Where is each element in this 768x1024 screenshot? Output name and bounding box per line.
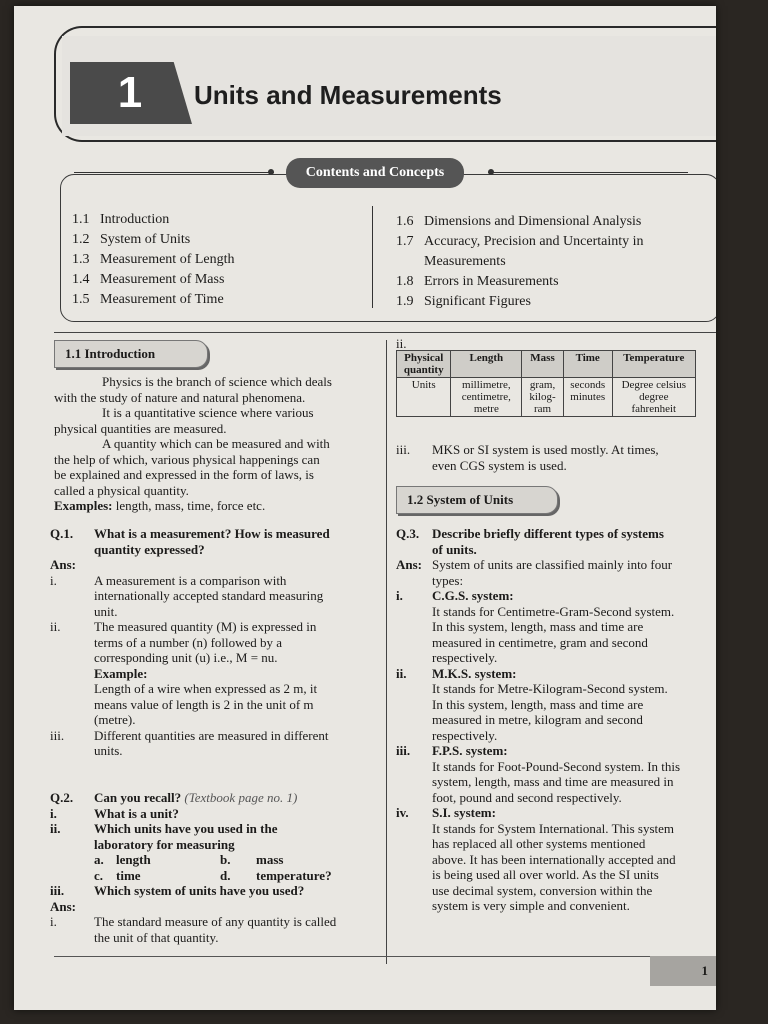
textbook-page [14, 6, 716, 1010]
question-2: Q.2. Can you recall? (Textbook page no. 1) i. What is a unit? ii. Which units have you used in the laboratory for measuring a. length b. mass c. time d. temperature? iii. Which system of units have you used? Ans: i. The standard measure of any quantity is called the unit of that quantity. [50, 790, 337, 945]
footer-rule [54, 956, 654, 957]
section-tab-system-of-units: 1.2 System of Units [396, 486, 558, 514]
contents-rule-left [74, 172, 274, 173]
toc-item: 1.2 System of Units [72, 232, 191, 247]
toc-item: 1.5 Measurement of Time [72, 292, 224, 307]
contents-dot-right [488, 169, 494, 175]
table-header: Temperature [612, 351, 695, 378]
column-divider [386, 340, 387, 964]
table-cell: seconds minutes [563, 378, 612, 417]
contents-dot-left [268, 169, 274, 175]
chapter-number: 1 [117, 68, 143, 117]
table-item-number: ii. [396, 336, 407, 351]
section-rule [54, 332, 716, 333]
toc-item: 1.8 Errors in Measurements [396, 274, 559, 289]
toc-divider [372, 206, 373, 308]
toc-left-column [72, 210, 372, 310]
table-header: Time [563, 351, 612, 378]
table-header: Length [451, 351, 522, 378]
chapter-title: Units and Measurements [194, 80, 502, 110]
toc-item-continued: Measurements [424, 254, 506, 269]
section-tab-introduction: 1.1 Introduction [54, 340, 208, 368]
examples-line: Examples: length, mass, time, force etc. [54, 498, 266, 513]
table-row [397, 378, 696, 417]
table-header-row [397, 351, 696, 378]
table-header: Mass [522, 351, 564, 378]
toc-item: 1.4 Measurement of Mass [72, 272, 225, 287]
table-cell: millimetre, centimetre, metre [451, 378, 522, 417]
toc-item: 1.9 Significant Figures [396, 294, 531, 309]
page-number: 1 [650, 956, 716, 986]
toc-item: 1.6 Dimensions and Dimensional Analysis [396, 214, 642, 229]
contents-rule-right [488, 172, 688, 173]
table-cell: Units [397, 378, 451, 417]
question-3: Q.3. Describe briefly different types of systems of units. Ans: System of units are classified mainly into four types: i. C.G.S. system: It stands for Centimetre-Gram-Second system. In this system, length, mass and time are measured in centimetre, gram and second respectively. ii. M.K.S. system: It stands for Metre-Kilogram-Second system. In this system, length, mass and time are measured in metre, kilogram and second respectively. iii. F.P.S. system: It stands for Foot-Pound-Second system. In this system, length, mass and time are measured in foot, pound and second respectively. iv. S.I. system: It stands for System International. This system has replaced all other systems mentioned above. It has been internationally accepted and is being used all over world. As the SI units use decimal system, conversion within the system is very simple and convenient. [396, 526, 681, 913]
toc-item: 1.3 Measurement of Length [72, 252, 235, 267]
toc-item: 1.7 Accuracy, Precision and Uncertainty in [396, 234, 644, 249]
units-table [396, 350, 696, 417]
toc-item: 1.1 Introduction [72, 212, 170, 227]
intro-text: Physics is the branch of science which deals with the study of nature and natural phenomena. It is a quantitative science where various physical quantities are measured. A quantity which can be measured and with the help of which, various physical happenings can be explained and expressed in the form of laws, is called a physical quantity. Examples: length, mass, time, force etc. [54, 374, 374, 514]
contents-title: Contents and Concepts [286, 158, 464, 188]
table-cell: gram, kilog-ram [522, 378, 564, 417]
right-note-iii: iii. MKS or SI system is used mostly. At times, even CGS system is used. [396, 442, 659, 473]
table-cell: Degree celsius degree fahrenheit [612, 378, 695, 417]
table-header: Physical quantity [397, 351, 451, 378]
toc-right-column [396, 212, 696, 312]
question-1: Q.1. What is a measurement? How is measured quantity expressed? Ans: i. A measurement is a comparison with internationally accepted standard measuring unit. ii. The measured quantity (M) is expressed in terms of a number (n) followed by a corresponding unit (u) i.e., M = nu. Example: Length of a wire when expressed as 2 m, it means value of length is 2 in the unit of m (metre). iii. Different quantities are measured in different units. [50, 526, 330, 758]
